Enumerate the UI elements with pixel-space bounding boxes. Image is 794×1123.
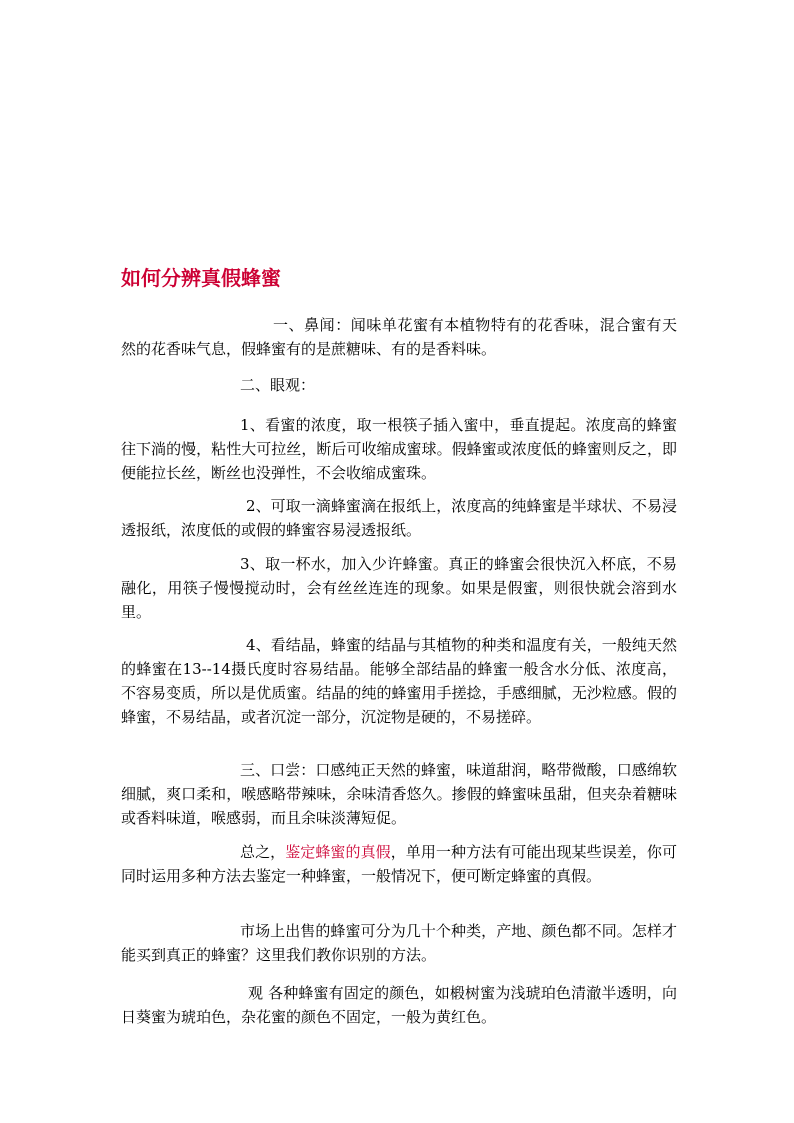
paragraph-look-2: 2、可取一滴蜂蜜滴在报纸上，浓度高的纯蜂蜜是半球状、不易浸透报纸，浓度低的或假的蜂蜜容易浸透报纸。: [121, 497, 677, 539]
paragraph-taste: 三、口尝：口感纯正天然的蜂蜜，味道甜润，略带微酸，口感绵软细腻，爽口柔和，喉感略带辣味，余味清香悠久。掺假的蜂蜜味虽甜，但夹杂着糖味或香料味道，喉感弱，而且余味淡薄短促。: [121, 761, 677, 827]
paragraph-summary: 总之，鉴定蜂蜜的真假，单用一种方法有可能出现某些误差，你可同时运用多种方法去鉴定一种蜂蜜，一般情况下，便可断定蜂蜜的真假。: [121, 843, 677, 885]
paragraph-smell: 一、鼻闻：闻味单花蜜有本植物特有的花香味，混合蜜有天然的花香味气息，假蜂蜜有的是蔗糖味、有的是香料味。: [121, 316, 677, 358]
paragraph-look-heading: 二、眼观：: [240, 376, 316, 394]
paragraph-look-4: 4、看结晶，蜂蜜的结晶与其植物的种类和温度有关，一般纯天然的蜂蜜在13--14摄氏度时容易结晶。能够全部结晶的蜂蜜一般含水分低、浓度高，不容易变质，所以是优质蜜。结晶的纯的蜂蜜用手搓捻，手感细腻，无沙粒感。假的蜂蜜，不易结晶，或者沉淀一部分，沉淀物是硬的，不易搓碎。: [121, 636, 677, 726]
paragraph-market: 市场上出售的蜂蜜可分为几十个种类，产地、颜色都不同。怎样才能买到真正的蜂蜜？这里我们教你识别的方法。: [121, 922, 677, 964]
paragraph-look-1: 1、看蜜的浓度，取一根筷子插入蜜中，垂直提起。浓度高的蜂蜜往下淌的慢，粘性大可拉丝，断后可收缩成蜜球。假蜂蜜或浓度低的蜂蜜则反之，即便能拉长丝，断丝也没弹性，不会收缩成蜜珠。: [121, 416, 677, 482]
paragraph-look-3: 3、取一杯水，加入少许蜂蜜。真正的蜂蜜会很快沉入杯底，不易融化，用筷子慢慢搅动时，会有丝丝连连的现象。如果是假蜜，则很快就会溶到水里。: [121, 555, 677, 621]
document-title: 如何分辨真假蜂蜜: [121, 266, 281, 290]
paragraph-color: 观 各种蜂蜜有固定的颜色，如椴树蜜为浅琥珀色清澈半透明，向日葵蜜为琥珀色，杂花蜜的颜色不固定，一般为黄红色。: [121, 984, 677, 1026]
summary-highlight: 鉴定蜂蜜的真假: [285, 843, 391, 861]
